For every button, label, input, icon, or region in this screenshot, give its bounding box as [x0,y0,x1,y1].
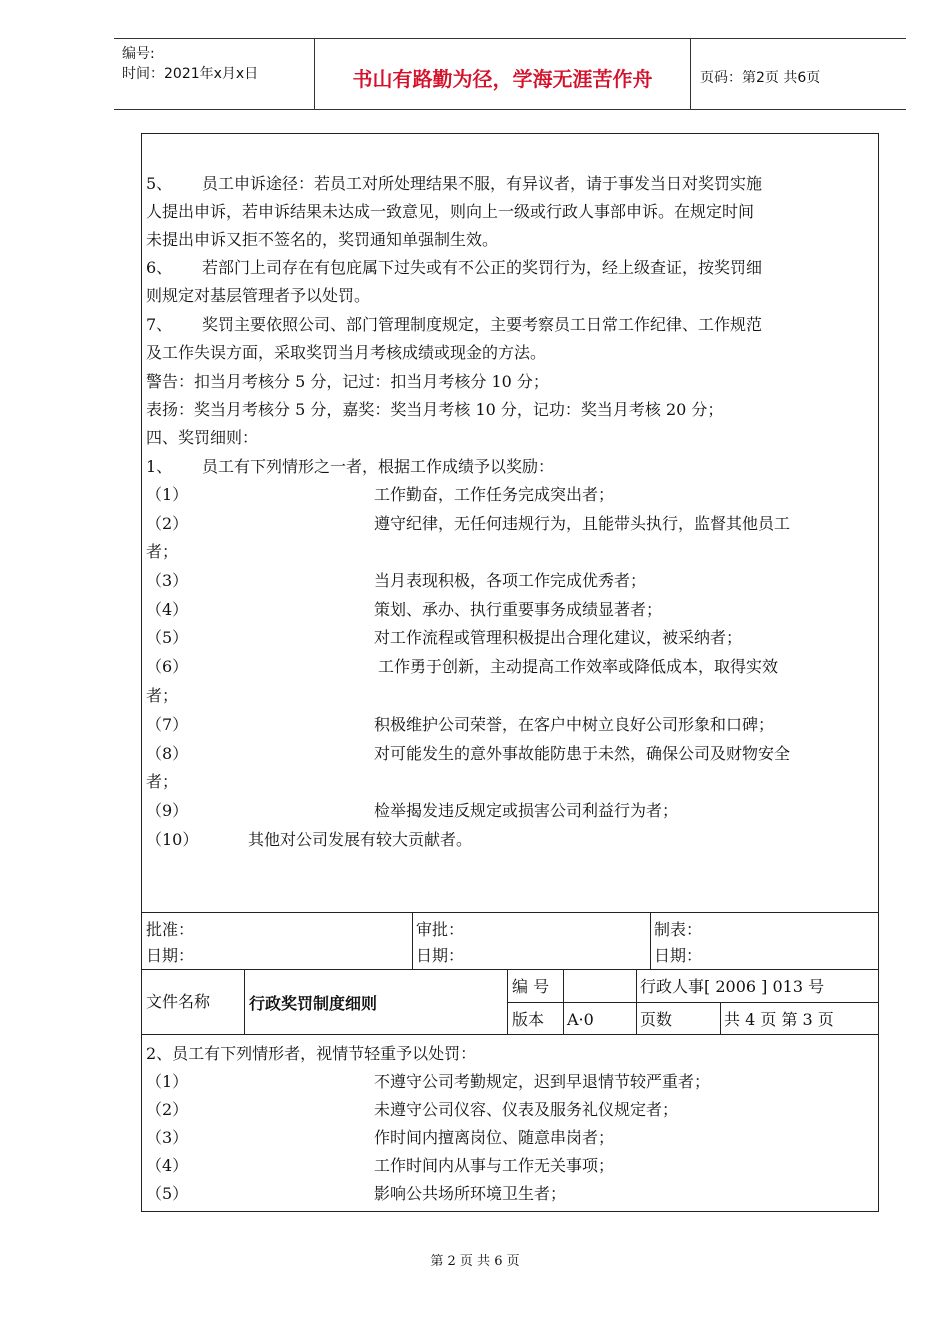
para-5-line-1: 员工申诉途径：若员工对所处理结果不服，有异议者，请于事发当日对奖罚实施 [202,174,763,193]
reward-6-cont: 者； [146,686,179,705]
code-label: 编 号 [512,977,550,996]
version-value: A·0 [567,1010,594,1029]
version-label: 版本 [512,1010,545,1029]
pages-value: 共 4 页 第 3 页 [724,1010,834,1029]
reward-10-text: 其他对公司发展有较大贡献者。 [248,830,473,849]
header-motto-cell [314,39,691,109]
reward-3-number: （3） [146,571,189,590]
penalty-5-number: （5） [146,1184,189,1203]
approval-top-rule [142,912,878,913]
reward-intro: 员工有下列情形之一者，根据工作成绩予以奖励： [202,457,555,476]
reward-5-text: 对工作流程或管理积极提出合理化建议，被采纳者； [374,628,743,647]
review-label: 审批： [416,920,465,939]
prepare-date-label: 日期： [654,946,703,965]
para-6-number: 6、 [146,258,173,277]
reward-intro-number: 1、 [146,457,173,476]
file-name-label: 文件名称 [146,992,211,1011]
code-value: 行政人事[ 2006 ] 013 号 [640,977,825,996]
reward-2-number: （2） [146,514,189,533]
motto: 书山有路勤为径，学海无涯苦作舟 [352,67,653,91]
para-5-line-3: 未提出申诉又拒不签名的，奖罚通知单强制生效。 [146,230,499,249]
reward-4-text: 策划、承办、执行重要事务成绩显著者； [374,600,663,619]
serial-label: 编号: [122,46,155,62]
docinfo-mid-rule [507,1002,878,1003]
docinfo-bottom-rule [142,1034,878,1035]
approval-divider-2 [650,912,651,969]
reward-1-number: （1） [146,485,189,504]
reward-2-cont: 者； [146,542,179,561]
reward-9-number: （9） [146,801,189,820]
reward-6-number: （6） [146,657,189,676]
reward-8-number: （8） [146,744,189,763]
page-footer: 第 2 页 共 6 页 [430,1254,520,1269]
reward-7-number: （7） [146,715,189,734]
reward-8-text: 对可能发生的意外事故能防患于未然，确保公司及财物安全 [374,744,791,763]
praise-rule: 表扬：奖当月考核分 5 分，嘉奖：奖当月考核 10 分，记功：奖当月考核 20 分； [146,400,724,419]
page-info: 页码：第2页 共6页 [700,70,821,86]
docinfo-top-rule [142,969,878,970]
reward-8-cont: 者； [146,772,179,791]
penalty-5-text: 影响公共场所环境卫生者； [374,1184,567,1203]
section-4-heading: 四、奖罚细则： [146,428,259,447]
para-5-line-2: 人提出申诉，若申诉结果未达成一致意见，则向上一级或行政人事部申诉。在规定时间 [146,202,755,221]
reward-7-text: 积极维护公司荣誉，在客户中树立良好公司形象和口碑； [374,715,775,734]
penalty-1-text: 不遵守公司考勤规定，迟到早退情节较严重者； [374,1072,711,1091]
reward-9-text: 检举揭发违反规定或损害公司利益行为者； [374,801,679,820]
header-page-cell [690,39,906,109]
penalty-4-text: 工作时间内从事与工作无关事项； [374,1156,615,1175]
reward-10-number: （10） [146,830,199,849]
reward-3-text: 当月表现积极，各项工作完成优秀者； [374,571,647,590]
penalty-4-number: （4） [146,1156,189,1175]
para-7-line-2: 及工作失误方面，采取奖罚当月考核成绩或现金的方法。 [146,343,547,362]
penalty-2-text: 未遵守公司仪容、仪表及服务礼仪规定者； [374,1100,679,1119]
reward-2-text: 遵守纪律，无任何违规行为，且能带头执行，监督其他员工 [374,514,791,533]
para-6-line-1: 若部门上司存在有包庇属下过失或有不公正的奖罚行为，经上级查证，按奖罚细 [202,258,763,277]
page-header [114,38,906,110]
reward-1-text: 工作勤奋，工作任务完成突出者； [374,485,615,504]
para-7-number: 7、 [146,315,173,334]
penalty-1-number: （1） [146,1072,189,1091]
penalty-2-number: （2） [146,1100,189,1119]
pages-label: 页数 [640,1010,673,1029]
approval-divider-1 [412,912,413,969]
document-frame [141,133,879,1212]
file-name-value: 行政奖罚制度细则 [249,994,378,1013]
penalty-3-number: （3） [146,1128,189,1147]
approve-date-label: 日期： [146,946,195,965]
para-5-number: 5、 [146,174,173,193]
para-6-line-2: 则规定对基层管理者予以处罚。 [146,286,371,305]
reward-4-number: （4） [146,600,189,619]
review-date-label: 日期： [416,946,465,965]
header-meta [114,39,314,109]
penalty-intro: 2、员工有下列情形者，视情节轻重予以处罚： [146,1044,477,1063]
warning-rule: 警告：扣当月考核分 5 分，记过：扣当月考核分 10 分； [146,372,549,391]
para-7-line-1: 奖罚主要依照公司、部门管理制度规定，主要考察员工日常工作纪律、工作规范 [202,315,763,334]
docinfo-divider-pages [720,1002,721,1034]
prepare-label: 制表： [654,920,703,939]
time-label: 时间：2021年x月x日 [122,66,259,82]
docinfo-divider-name [244,969,245,1034]
reward-5-number: （5） [146,628,189,647]
penalty-3-text: 作时间内擅离岗位、随意串岗者； [374,1128,615,1147]
approve-label: 批准： [146,920,195,939]
reward-6-text: 工作勇于创新，主动提高工作效率或降低成本，取得实效 [378,657,779,676]
